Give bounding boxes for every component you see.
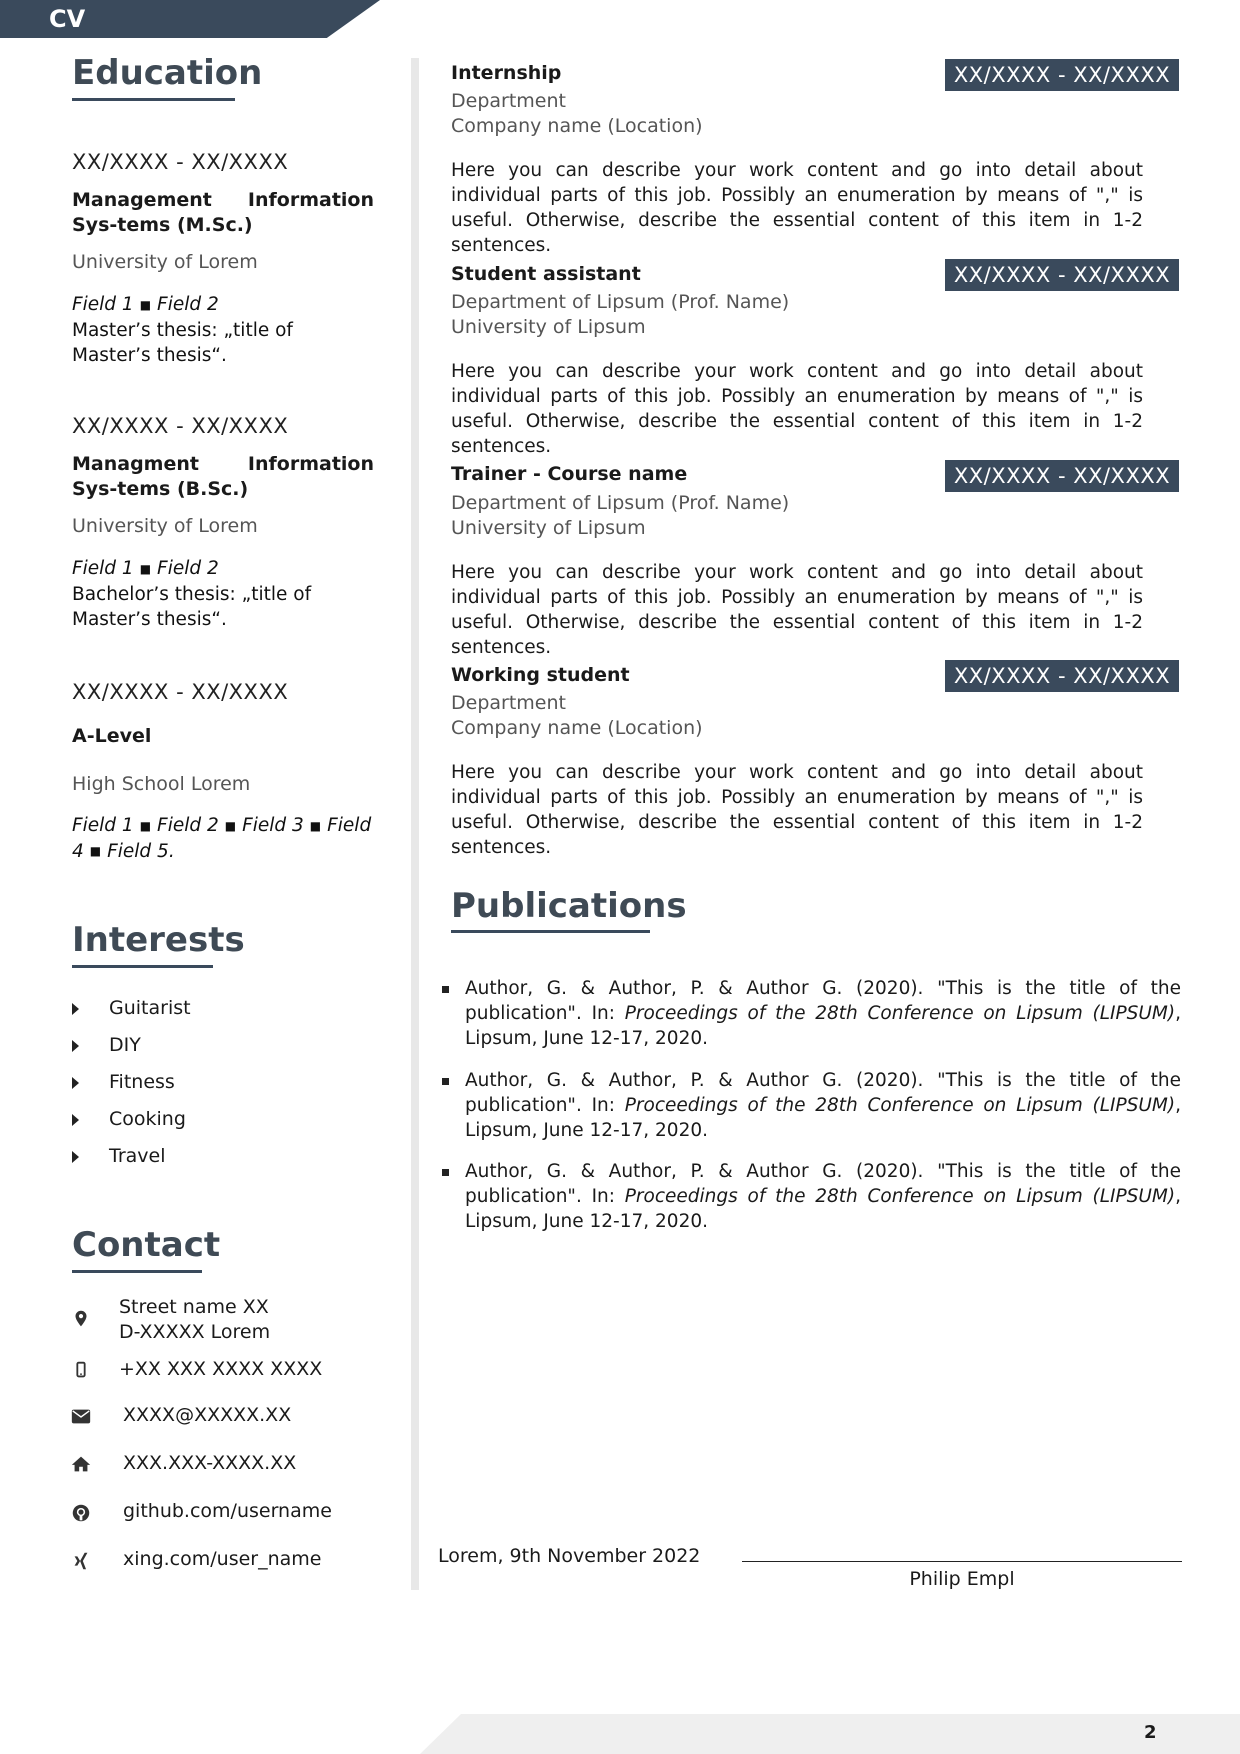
edu-1-field-2: Field 2	[157, 294, 219, 315]
exp-3-line1: Department of Lipsum (Prof. Name)	[451, 492, 790, 514]
contact-title: Contact	[72, 1225, 221, 1265]
triangle-right-icon	[72, 1114, 79, 1126]
triangle-right-icon	[72, 1077, 79, 1089]
publication-item	[465, 1159, 1181, 1234]
education-underline	[72, 98, 235, 101]
home-icon	[70, 1453, 92, 1475]
edu-2-dates: XX/XXXX - XX/XXXX	[72, 414, 289, 438]
bullet-square-icon: ■	[309, 818, 322, 833]
bullet-square-icon	[442, 1169, 449, 1176]
contact-website[interactable]: XXX.XXX-XXXX.XX	[123, 1452, 297, 1474]
interest-item	[72, 997, 191, 1019]
exp-1-description: Here you can describe your work content and go into detail about individual parts of this job. Possibly an enumeration by means of "," is useful. Otherwise, describe the essential content of this item in 1-2 sentences.	[451, 160, 1143, 256]
exp-3-line2: University of Lipsum	[451, 517, 646, 539]
exp-4-line1: Department	[451, 692, 566, 714]
cv-label: CV	[49, 5, 86, 33]
exp-3-description: Here you can describe your work content and go into detail about individual parts of this job. Possibly an enumeration by means of "," is useful. Otherwise, describe the essential content of this item in 1-2 sentences.	[451, 562, 1143, 658]
github-icon	[70, 1502, 92, 1524]
edu-3-institution: High School Lorem	[72, 773, 251, 795]
contact-xing[interactable]: xing.com/user_name	[123, 1548, 322, 1570]
contact-address	[119, 1295, 270, 1345]
publications-title: Publications	[451, 886, 687, 926]
footer-band	[420, 1714, 1240, 1754]
interest-label: Fitness	[109, 1071, 175, 1093]
edu-1-field-1: Field 1	[72, 294, 134, 315]
exp-2-line1: Department of Lipsum (Prof. Name)	[451, 291, 790, 313]
interest-label: DIY	[109, 1034, 141, 1056]
pub-tail: , Lipsum, June 12-17, 2020.	[465, 1186, 1181, 1232]
bullet-square-icon: ■	[139, 561, 152, 576]
edu-1-dates: XX/XXXX - XX/XXXX	[72, 150, 289, 174]
education-title: Education	[72, 53, 263, 93]
bullet-square-icon: ■	[224, 818, 237, 833]
triangle-right-icon	[72, 1040, 79, 1052]
bullet-square-icon: ■	[89, 844, 102, 858]
pub-authors: Author, G. & Author, P. & Author G. (2020). "This is the title of the publication". In:	[465, 978, 1181, 1024]
edu-2-fields	[72, 556, 376, 632]
period: .	[168, 840, 175, 862]
pub-venue: Proceedings of the 28th Conference on Lipsum (LIPSUM)	[624, 1186, 1176, 1207]
exp-2-title: Student assistant	[451, 263, 641, 285]
publication-item	[465, 1068, 1181, 1143]
interest-item	[72, 1108, 186, 1130]
exp-1-line1: Department	[451, 90, 566, 112]
contact-underline	[72, 1270, 202, 1273]
signature-line	[742, 1561, 1182, 1562]
edu-2-thesis: Bachelor’s thesis: „title of Master’s thesis“.	[72, 583, 312, 630]
exp-4-description: Here you can describe your work content and go into detail about individual parts of this job. Possibly an enumeration by means of "," is useful. Otherwise, describe the essential content of this item in 1-2 sentences.	[451, 762, 1143, 858]
edu-2-field-2: Field 2	[157, 558, 219, 579]
envelope-icon	[70, 1405, 92, 1427]
pub-authors: Author, G. & Author, P. & Author G. (2020). "This is the title of the publication". In:	[465, 1070, 1181, 1116]
edu-2-institution: University of Lorem	[72, 515, 258, 537]
publication-item	[465, 976, 1181, 1051]
edu-1-degree: Management Information Sys-tems (M.Sc.)	[72, 189, 374, 236]
exp-2-dates: XX/XXXX - XX/XXXX	[945, 259, 1179, 291]
exp-3-title: Trainer - Course name	[451, 463, 688, 485]
triangle-right-icon	[72, 1151, 79, 1163]
map-pin-icon	[70, 1308, 92, 1330]
publications-underline	[451, 930, 650, 933]
interests-underline	[72, 965, 213, 968]
pub-authors: Author, G. & Author, P. & Author G. (2020). "This is the title of the publication". In:	[465, 1161, 1181, 1207]
pub-venue: Proceedings of the 28th Conference on Lipsum (LIPSUM)	[624, 1095, 1176, 1116]
triangle-right-icon	[72, 1003, 79, 1015]
bullet-square-icon	[442, 986, 449, 993]
address-line-1: Street name XX	[119, 1296, 269, 1318]
pub-tail: , Lipsum, June 12-17, 2020.	[465, 1095, 1181, 1141]
edu-2-field-1: Field 1	[72, 558, 134, 579]
exp-1-dates: XX/XXXX - XX/XXXX	[945, 59, 1179, 91]
exp-4-line2: Company name (Location)	[451, 717, 703, 739]
interest-label: Cooking	[109, 1108, 186, 1130]
edu-1-thesis: Master’s thesis: „title of Master’s thesis“.	[72, 319, 293, 366]
edu-3-field: Field 5	[107, 840, 169, 862]
place-date: Lorem, 9th November 2022	[438, 1545, 701, 1567]
exp-1-line2: Company name (Location)	[451, 115, 703, 137]
bullet-square-icon: ■	[139, 818, 152, 833]
bullet-square-icon	[442, 1078, 449, 1085]
edu-1-institution: University of Lorem	[72, 251, 258, 273]
edu-2-degree: Managment Information Sys-tems (B.Sc.)	[72, 453, 374, 500]
exp-2-line2: University of Lipsum	[451, 316, 646, 338]
bullet-square-icon: ■	[139, 297, 152, 312]
pub-venue: Proceedings of the 28th Conference on Lipsum (LIPSUM)	[624, 1003, 1176, 1024]
contact-email[interactable]: XXXX@XXXXX.XX	[123, 1404, 292, 1426]
interest-label: Guitarist	[109, 997, 191, 1019]
interest-item	[72, 1145, 165, 1167]
exp-3-dates: XX/XXXX - XX/XXXX	[945, 460, 1179, 492]
pub-tail: , Lipsum, June 12-17, 2020.	[465, 1003, 1181, 1049]
edu-3-field: Field 4	[72, 815, 372, 862]
address-line-2: D-XXXXX Lorem	[119, 1321, 271, 1343]
edu-1-fields	[72, 292, 376, 368]
exp-4-dates: XX/XXXX - XX/XXXX	[945, 660, 1179, 692]
edu-3-degree: A-Level	[72, 725, 152, 747]
xing-icon	[70, 1550, 92, 1572]
contact-phone[interactable]: +XX XXX XXXX XXXX	[119, 1358, 323, 1380]
page-number: 2	[1144, 1722, 1157, 1743]
interest-item	[72, 1034, 141, 1056]
interest-label: Travel	[109, 1145, 166, 1167]
mobile-phone-icon	[70, 1359, 92, 1381]
signature-name: Philip Empl	[909, 1568, 1015, 1590]
contact-github[interactable]: github.com/username	[123, 1500, 332, 1522]
interest-item	[72, 1071, 175, 1093]
interests-title: Interests	[72, 920, 245, 960]
edu-3-field: Field 2	[157, 815, 219, 836]
edu-3-fields	[72, 813, 376, 864]
edu-3-dates: XX/XXXX - XX/XXXX	[72, 680, 289, 704]
exp-2-description: Here you can describe your work content and go into detail about individual parts of this job. Possibly an enumeration by means of "," is useful. Otherwise, describe the essential content of this item in 1-2 sentences.	[451, 361, 1143, 457]
edu-3-field: Field 3	[242, 815, 304, 836]
column-divider	[411, 58, 419, 1590]
exp-1-title: Internship	[451, 62, 562, 84]
edu-3-field: Field 1	[72, 815, 134, 836]
exp-4-title: Working student	[451, 664, 630, 686]
